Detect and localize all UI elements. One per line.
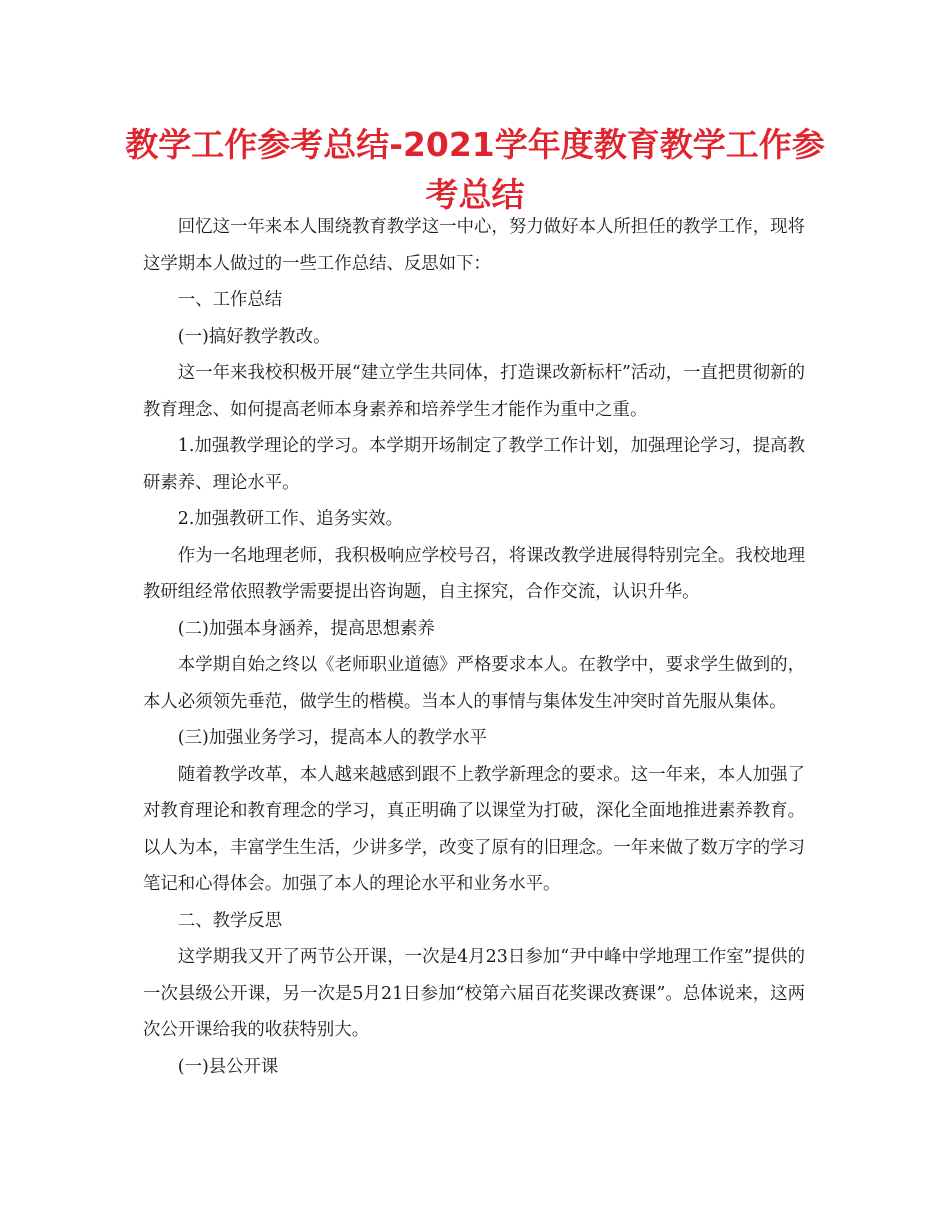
- paragraph: 本学期自始之终以《老师职业道德》严格要求本人。在教学中，要求学生做到的，本人必须领先垂范，做学生的楷模。当本人的事情与集体发生冲突时首先服从集体。: [143, 655, 805, 712]
- paragraph: 这学期我又开了两节公开课，一次是4月23日参加“尹中峰中学地理工作室”提供的一次县级公开课，另一次是5月21日参加“校第六届百花奖课改赛课”。总体说来，这两次公开课给我的收获特别大。: [143, 947, 805, 1040]
- paragraph-intro: 回忆这一年来本人围绕教育教学这一中心，努力做好本人所担任的教学工作，现将这学期本人做过的一些工作总结、反思如下：: [143, 217, 805, 274]
- subsection-heading: (二)加强本身涵养，提高思想素养: [177, 618, 435, 639]
- section-heading-work-summary: 一、工作总结: [177, 290, 283, 310]
- title-line-1: 教学工作参考总结-2021学年度教育教学工作参: [125, 125, 825, 164]
- paragraph: 这一年来我校积极开展“建立学生共同体，打造课改新标杆”活动，一直把贯彻新的教育理念、如何提高老师本身素养和培养学生才能作为重中之重。: [143, 363, 805, 420]
- paragraph: 随着教学改革，本人越来越感到跟不上教学新理念的要求。这一年来，本人加强了对教育理论和教育理念的学习，真正明确了以课堂为打破，深化全面地推进素养教育。以人为本，丰富学生生活，少讲多学，改变了原有的旧理念。一年来做了数万字的学习笔记和心得体会。加强了本人的理论水平和业务水平。: [143, 764, 805, 894]
- section-heading-teaching-reflection: 二、教学反思: [177, 910, 283, 931]
- document-body: [143, 209, 805, 1085]
- title-line-2: 考总结: [425, 175, 525, 214]
- subsection-heading: (一)县公开课: [177, 1056, 279, 1077]
- paragraph: 2.加强教研工作、追务实效。: [177, 509, 404, 529]
- paragraph: 1.加强教学理论的学习。本学期开场制定了教学工作计划，加强理论学习，提高教研素养、理论水平。: [143, 436, 805, 493]
- document-title: [120, 120, 830, 220]
- paragraph: 作为一名地理老师，我积极响应学校号召，将课改教学进展得特别完全。我校地理教研组经常依照教学需要提出咨询题，自主探究，合作交流，认识升华。: [143, 545, 805, 602]
- subsection-heading: (三)加强业务学习，提高本人的教学水平: [177, 728, 488, 748]
- subsection-heading: (一)搞好教学教改。: [177, 326, 331, 347]
